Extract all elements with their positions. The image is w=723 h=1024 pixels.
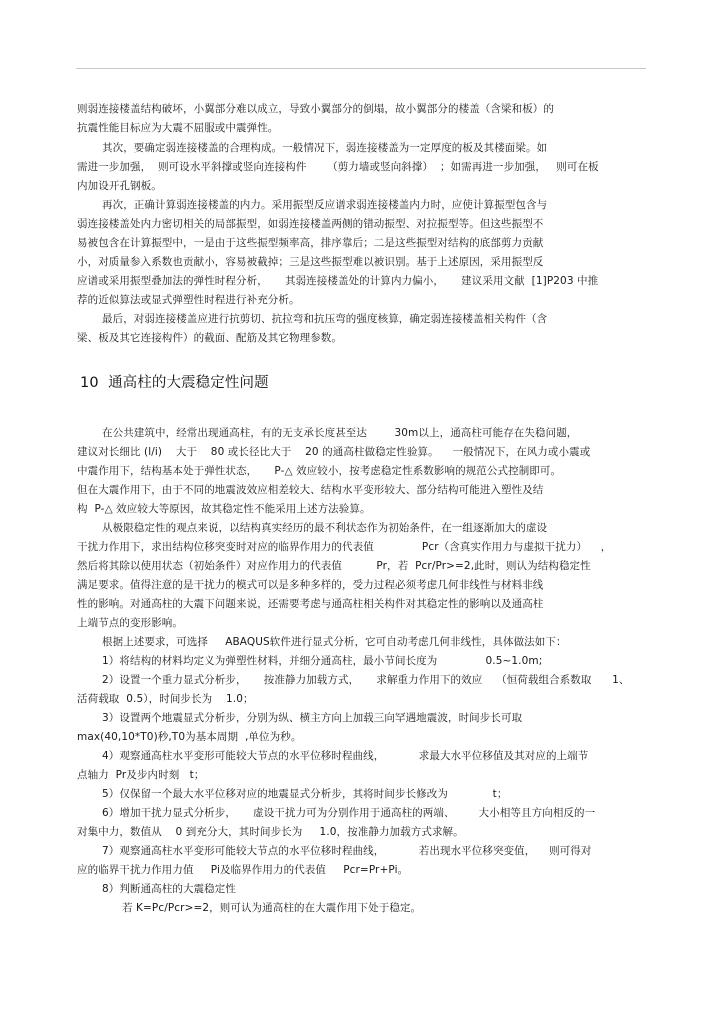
text-line: 在公共建筑中，经常出现通高柱，有的无支承长度甚至达 30m以上，通高柱可能存在失稳问题， [102, 427, 578, 439]
text-line: 但在大震作用下，由于不同的地震波效应相差较大、结构水平变形较大、部分结构可能进入塑性及结 [77, 484, 544, 496]
list-item: 1）将结构的材料均定义为弹塑性材料，并细分通高柱，最小节间长度为 0.5~1.0m; [102, 655, 543, 667]
text-line: 中震作用下，结构基本处于弹性状态， P-△ 效应较小，按考虑稳定性系数影响的规范公式控制即可。 [77, 465, 562, 477]
text-line: 梁、板及其它连接构件）的截面、配筋及其它物理参数。 [77, 332, 342, 344]
text-line: 则弱连接楼盖结构破坏，小翼部分难以成立，导致小翼部分的倒塌，故小翼部分的楼盖（含梁和板）的 [77, 103, 554, 115]
text-line: 若 K=Pc/Pcr>=2，则可认为通高柱的在大震作用下处于稳定。 [122, 902, 422, 914]
text-line: 然后将其除以使用状态（初始条件）对应作用力的代表值 Pr，若 Pcr/Pr>=2,此时，则认为结构稳定性 [77, 560, 591, 572]
list-item: 7）观察通高柱水平变形可能较大节点的水平位移时程曲线， 若出现水平位移突变值， 则可得对 [102, 845, 592, 857]
text-line: 干扰力作用下，求出结构位移突变时对应的临界作用力的代表值 Pcr（含真实作用力与虚拟干扰力） ， [77, 541, 612, 553]
text-line: 从极限稳定性的观点来说，以结构真实经历的最不利状态作为初始条件，在一组逐渐加大的虚设 [102, 522, 548, 534]
text-line: 活荷载取 0.5），时间步长为 1.0； [77, 693, 254, 705]
list-item: 4）观察通高柱水平变形可能较大节点的水平位移时程曲线， 求最大水平位移值及其对应的上端节 [102, 750, 589, 762]
text-line: 根据上述要求，可选择 ABAQUS软件进行显式分析，它可自动考虑几何非线性，具体做法如下： [102, 636, 567, 648]
list-item: 2）设置一个重力显式分析步， 按准静力加载方式， 求解重力作用下的效应 （恒荷载组合系数取 1、 [102, 674, 630, 686]
text-line: 弱连接楼盖处内力密切相关的局部振型，如弱连接楼盖两侧的错动振型、对拉振型等。但这些振型不 [77, 218, 544, 230]
list-item: 3）设置两个地震显式分析步，分别为纵、横主方向上加载三向罕遇地震波，时间步长可取 [102, 712, 523, 724]
text-line: 需进一步加强， 则可设水平斜撑或竖向连接构件 （剪力墙或竖向斜撑） ；如需再进一步加强， 则可在板 [77, 161, 599, 173]
text-line: 建议对长细比 (l/i) 大于 80 或长径比大于 20 的通高柱做稳定性验算。 一般情况下，在风力或小震或 [77, 446, 591, 458]
header-rule [76, 68, 646, 69]
text-line: 应的临界干扰力作用力值 Pi及临界作用力的代表值 Pcr=Pr+Pi。 [77, 864, 409, 876]
text-line: 荐的近似算法或显式弹塑性时程进行补充分析。 [77, 294, 300, 306]
section-heading: 10 通高柱的大震稳定性问题 [80, 375, 269, 391]
text-line: 构 P-△ 效应较大等原因，故其稳定性不能采用上述方法验算。 [77, 503, 371, 515]
text-line: 性的影响。对通高柱的大震下问题来说，还需要考虑与通高柱相关构件对其稳定性的影响以及通高柱 [77, 598, 544, 610]
list-item: 8）判断通高柱的大震稳定性 [102, 883, 236, 895]
text-line: 易被包含在计算振型中，一是由于这些振型频率高，排序靠后；二是这些振型对结构的底部剪力贡献 [77, 237, 544, 249]
text-line: 应谱或采用振型叠加法的弹性时程分析， 其弱连接楼盖处的计算内力偏小， 建议采用文献 [1]P203 中推 [77, 275, 599, 287]
text-line: max(40,10*T0)秒,T0为基本周期 ,单位为秒。 [77, 731, 302, 743]
text-line: 最后，对弱连接楼盖应进行抗剪切、抗拉弯和抗压弯的强度核算，确定弱连接楼盖相关构件（含 [102, 313, 548, 325]
text-line: 点轴力 Pr及步内时刻 t； [77, 769, 205, 781]
list-item: 5）仅保留一个最大水平位移对应的地震显式分析步，其将时间步长修改为 t； [102, 788, 508, 800]
text-line: 内加设开孔钢板。 [77, 180, 162, 192]
text-line: 其次，要确定弱连接楼盖的合理构成。一般情况下，弱连接楼盖为一定厚度的板及其楼面梁。如 [102, 142, 548, 154]
text-line: 满足要求。值得注意的是干扰力的模式可以是多种多样的，受力过程必须考虑几何非线性与材料非线 [77, 579, 544, 591]
text-line: 上端节点的变形影响。 [77, 617, 183, 629]
text-line: 再次，正确计算弱连接楼盖的内力。采用振型反应谱求弱连接楼盖内力时，应使计算振型包含与 [102, 199, 548, 211]
text-line: 抗震性能目标应为大震不屈服或中震弹性。 [77, 122, 279, 134]
text-line: 小，对质量参入系数也贡献小，容易被截掉；三是这些振型难以被识别。基于上述原因，采用振型反 [77, 256, 544, 268]
list-item: 6）增加干扰力显式分析步， 虚设干扰力可为分别作用于通高柱的两端、 大小相等且方向相反的一 [102, 807, 596, 819]
text-line: 对集中力，数值从 0 到充分大，其时间步长为 1.0，按准静力加载方式求解。 [77, 826, 464, 838]
